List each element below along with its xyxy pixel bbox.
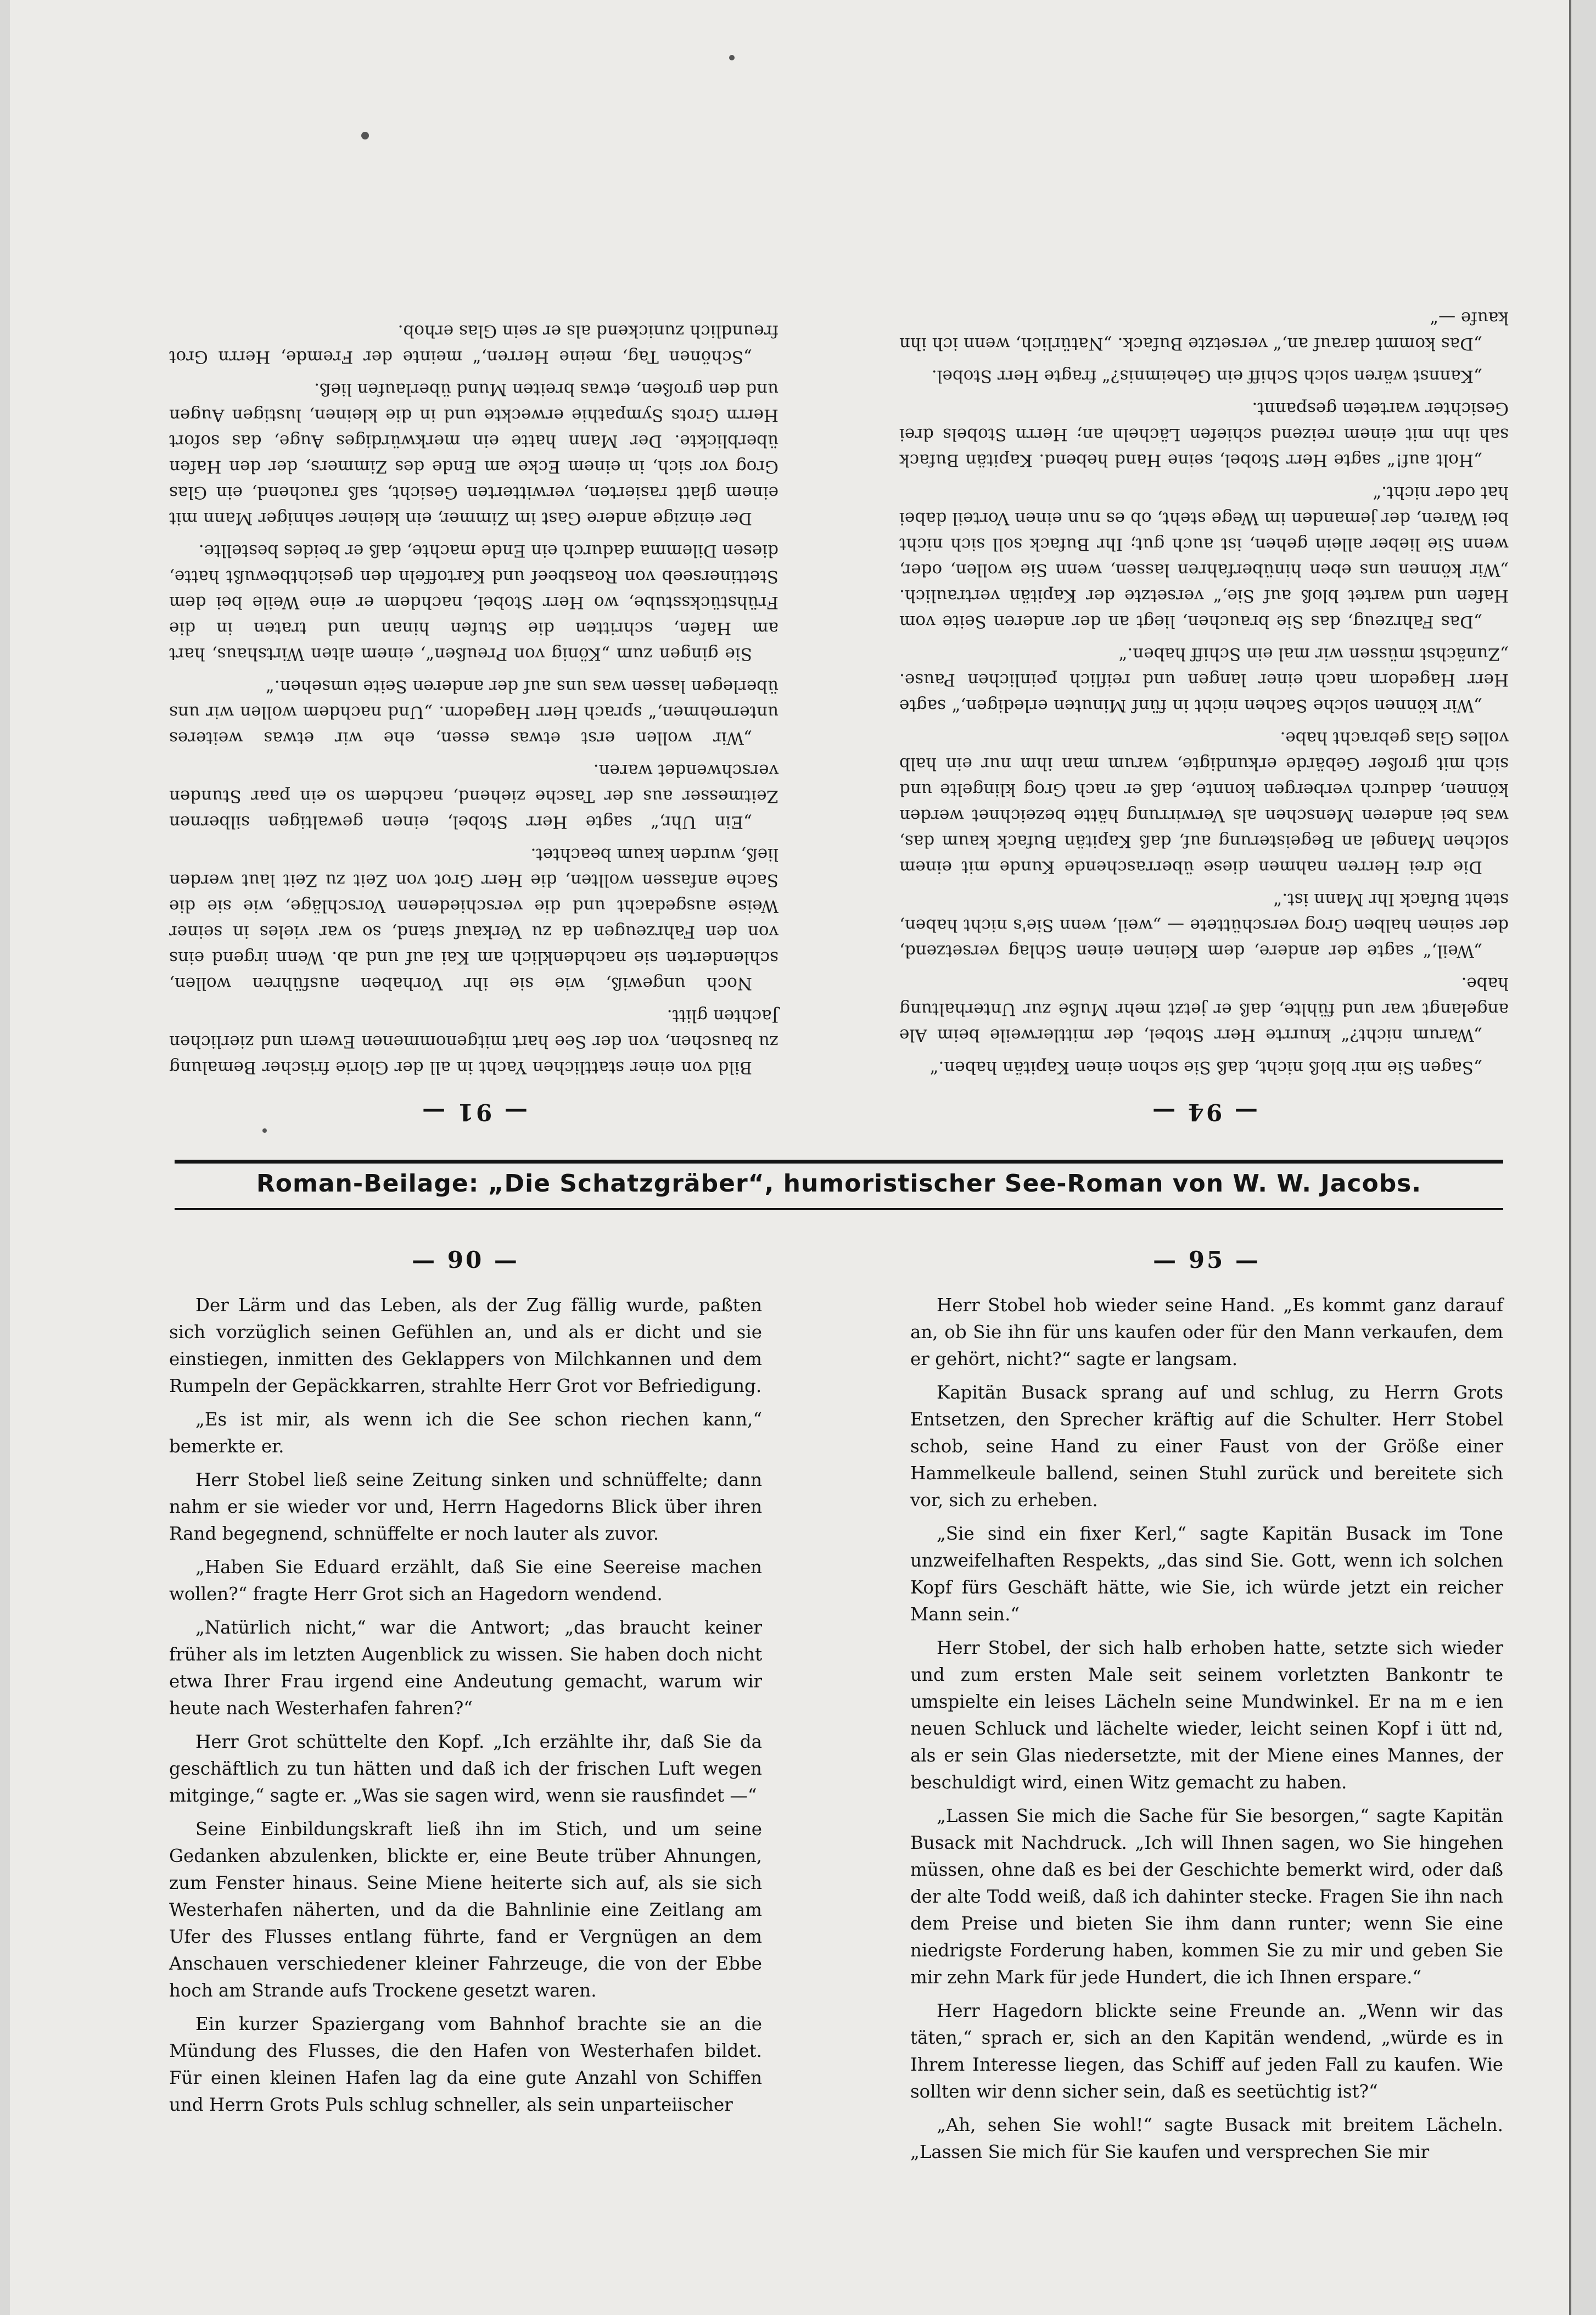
paragraph: Sie gingen zum „König von Preußen“, einem alten Wirtshaus, hart am Hafen, schritten die Stufen hinan und traten in die Frühstücksstube, wo Herr Stobel, nachdem er eine Weile bei dem Stettinerseeb von Roastbeef und Kartoffeln den gesichtbewußt hatte, diesen Dilemma dadurch ein Ende machte, daß er beides bestellte. [169, 541, 779, 664]
page-number: — 95 — [1153, 1246, 1261, 1273]
paragraph: „Sagen Sie mir bloß nicht, daß Sie schon einen Kapitän haben.“ [929, 1058, 1482, 1077]
paragraph: Kapitän Busack sprang auf und schlug, zu Herrn Grots Entsetzen, den Sprecher kräftig auf die Schulter. Herr Stobel schob, seine Hand zu einer Faust von der Größe einer Hammelkeule ballend, seinen Stuhl zurück und bereitete sich vor, sich zu erheben. [910, 1382, 1503, 1511]
lower-left-column [169, 1246, 762, 2301]
lower-right-column [910, 1246, 1503, 2301]
paragraph: Herr Stobel ließ seine Zeitung sinken und schnüffelte; dann nahm er sie wieder vor und, Herrn Hagedorns Blick über ihren Rand begegnend, schnüffelte er noch lauter als zuvor. [169, 1469, 762, 1544]
ink-speck [361, 132, 369, 139]
paragraph: Seine Einbildungskraft ließ ihn im Stich, und um seine Gedanken abzulenken, blickte er, eine Beute trüber Ahnungen, zum Fenster hinaus. Seine Miene heiterte sich auf, als sie sich Westerhafen näherten, und da die Bahnlinie eine Zeitlang am Ufer des Flusses entlang führte, fand er Vergnügen an dem Anschauen verschiedener kleiner Fahrzeuge, die von der Ebbe hoch am Strande aufs Trockene gesetzt waren. [169, 1819, 762, 2001]
ink-speck [262, 1128, 267, 1133]
banner-rule-top [175, 1160, 1503, 1164]
paragraph: „Kannst wären solch Schiff ein Geheimnis?“ fragte Herr Stobel. [931, 366, 1482, 386]
paragraph: Herr Hagedorn blickte seine Freunde an. „Wenn wir das täten,“ sprach er, sich an den Kapitän wendend, „würde es in Ihrem Interesse liegen, das Schiff auf jeden Fall zu kaufen. Wie sollten wir denn sicher sein, daß es seetüchtig ist?“ [910, 2000, 1503, 2102]
paragraph: „Natürlich nicht,“ war die Antwort; „das braucht keiner früher als im letzten Augenblick zu wissen. Sie haben doch nicht etwa Ihrer Frau irgend eine Andeutung gemacht, warum wir heute nach Westerhafen fahren?“ [169, 1617, 762, 1719]
paragraph: Herr Stobel hob wieder seine Hand. „Es kommt ganz darauf an, ob Sie ihn für uns kaufen oder für den Mann verkaufen, dem er gehört, nicht?“ sagte er langsam. [910, 1295, 1503, 1369]
supplement-banner: Roman-Beilage: „Die Schatzgräber“, humoristischer See-Roman von W. W. Jacobs. [256, 1170, 1422, 1198]
paragraph: Herr Grot schüttelte den Kopf. „Ich erzählte ihr, daß Sie da geschäftlich zu tun hätten und daß ich der frischen Luft wegen mitginge,“ sagte er. „Was sie sagen wird, wenn sie rausfindet —“ [169, 1731, 762, 1806]
paragraph: „Es ist mir, als wenn ich die See schon riechen kann,“ bemerkte er. [169, 1409, 762, 1457]
paragraph: „Das Fahrzeug, das Sie brauchen, liegt an der anderen Seite vom Hafen und wartet bloß auf Sie,“ versetzte der Kapitän vertraulich. „Wir können uns eben hinüberfahren lassen, wenn Sie wollen, oder, wenn Sie lieber allein gehen, ist auch gut; Ihr Bufack soll sich nicht bei Waren, der jemanden im Wege steht, ob es nun einen Vorteil dabei hat oder nicht.“ [899, 483, 1509, 631]
paragraph: Der Lärm und das Leben, als der Zug fällig wurde, paßten sich vorzüglich seinen Gefühlen an, und als er dicht und sie einstiegen, inmitten des Geklappers von Milchkannen und dem Rumpeln der Gepäckkarren, strahlte Herr Grot vor Befriedigung. [169, 1295, 762, 1396]
upper-right-column [899, 126, 1509, 1126]
page-number: — 90 — [412, 1246, 519, 1273]
paragraph: „Ein Uhr,“ sagte Herr Stobel, einen gewaltigen silbernen Zeitmesser aus der Tasche ziehend, nachdem so ein paar Stunden verschwendet waren. [169, 761, 779, 832]
newspaper-page [10, 0, 1571, 2315]
page-number: — 94 — [1150, 1099, 1258, 1126]
paragraph: Die drei Herren nahmen diese überraschende Kunde mit einem solchen Mangel an Begeisterung auf, daß Kapitän Bufack kaum das, was bei anderen Menschen als Verwirrung hätte bezeichnet werden können, dadurch verbergen konnte, daß er nach Grog klingelte und sich mit großer Gebärde erkundigte, warum man ihm nur ein halb volles Glas gebracht habe. [899, 728, 1509, 877]
paragraph: „Sie sind ein fixer Kerl,“ sagte Kapitän Busack im Tone unzweifelhaften Respekts, „das sind Sie. Gott, wenn ich solchen Kopf fürs Geschäft hätte, wie Sie, ich würde jetzt ein reicher Mann sein.“ [910, 1523, 1503, 1625]
paragraph: „Das kommt darauf an,“ versetzte Bufack. „Natürlich, wenn ich ihn kaufe —“ [899, 308, 1509, 354]
paragraph: Der einzige andere Gast im Zimmer, ein kleiner sehniger Mann mit einem glatt rasierten, verwitterten Gesicht, saß rauchend, ein Glas Grog vor sich, in einem Ecke am Ende des Zimmers, der den Hafen überblickte. Der Mann hatte ein merkwürdiges Auge, das sofort Herrn Grots Sympathie erweckte und in die kleinen, lustigen Augen und den großen, etwas breiten Mund überlaufen ließ. [169, 379, 779, 528]
paragraph: „Holt auf!“ sagte Herr Stobel, seine Hand hebend. Kapitän Bufack sah ihn mit einem reizend schiefen Lächeln an; Herrn Stobels drei Gesichter warteten gespannt. [899, 399, 1509, 470]
paragraph: Bild von einer stattlichen Yacht in all der Glorie frischer Bemalung zu bauschen, von der See hart mitgenommenen Ewern und zierlichen Jachten glitt. [169, 1006, 779, 1077]
paragraph: „Haben Sie Eduard erzählt, daß Sie eine Seereise machen wollen?“ fragte Herr Grot sich an Hagedorn wendend. [169, 1557, 762, 1604]
paragraph: „Wir können solche Sachen nicht in fünf Minuten erledigen,“ sagte Herr Hagedorn nach einer langen und reiflich peinlichen Pause. „Zunächst müssen wir mal ein Schiff haben.“ [899, 644, 1509, 715]
ink-speck [729, 55, 735, 60]
paragraph: „Ah, sehen Sie wohl!“ sagte Busack mit breitem Lächeln. „Lassen Sie mich für Sie kaufen und versprechen Sie mir [910, 2115, 1503, 2162]
paragraph: „Lassen Sie mich die Sache für Sie besorgen,“ sagte Kapitän Busack mit Nachdruck. „Ich will Ihnen sagen, wo Sie hingehen müssen, ohne daß es bei der Geschichte bemerkt wird, oder daß der alte Todd weiß, daß ich dahinter stecke. Fragen Sie ihn nach dem Preise und bieten Sie ihm dann runter; wenn Sie eine niedrigste Forderung haben, kommen Sie zu mir und geben Sie mir zehn Mark für jede Hundert, die ich Ihnen erspare.“ [910, 1805, 1503, 1988]
page-number: — 91 — [420, 1099, 528, 1126]
paragraph: Noch ungewiß, wie sie ihr Vorhaben ausführen wollen, schlenderten sie nachdenklich am Kai auf und ab. Wenn irgend eins von den Fahrzeugen da zu Verkauf stand, so war vieles in seiner Weise ausgedacht und die verschiedenen Vorschläge, wie sie die Sache anfassen wollten, die Herr Grot von Zeit zu Zeit laut werden ließ, wurden kaum beachtet. [169, 845, 779, 993]
banner-rule-bottom [175, 1208, 1503, 1210]
paragraph: „Schönen Tag, meine Herren,“ meinte der Fremde, Herrn Grot freundlich zunickend als er sein Glas erhob. [169, 321, 779, 367]
paragraph: „Warum nicht?“ knurrte Herr Stobel, der mittlerweile beim Ale angelangt war und fühlte, daß er jetzt mehr Muße zur Unterhaltung habe. [899, 974, 1509, 1045]
paragraph: „Weil,“ sagte der andere, dem Kleinen einen Schlag versetzend, der seinen halben Grog verschüttete — „weil, wenn Sie's nicht haben, steht Bufack Ihr Mann ist.“ [899, 890, 1509, 961]
paragraph: Ein kurzer Spaziergang vom Bahnhof brachte sie an die Mündung des Flusses, die den Hafen von Westerhafen bildet. Für einen kleinen Hafen lag da eine gute Anzahl von Schiffen und Herrn Grots Puls schlug schneller, als sein unparteiischer [169, 2014, 762, 2115]
paragraph: Herr Stobel, der sich halb erhoben hatte, setzte sich wieder und zum ersten Male seit seinem vorletzten Bankontr te umspielte ein leises Lächeln seine Mundwinkel. Er na m e ien neuen Schluck und lächelte wieder, leicht seinen Kopf i ütt nd, als er sein Glas niedersetzte, mit der Miene eines Mannes, der beschuldigt wird, einen Witz gemacht zu haben. [910, 1637, 1503, 1793]
upper-left-column [169, 126, 779, 1126]
paragraph: „Wir wollen erst etwas essen, ehe wir etwas weiteres unternehmen,“ sprach Herr Hagedorn. „Und nachdem wollen wir uns überlegen lassen was uns auf der anderen Seite umsehen.“ [169, 676, 779, 748]
